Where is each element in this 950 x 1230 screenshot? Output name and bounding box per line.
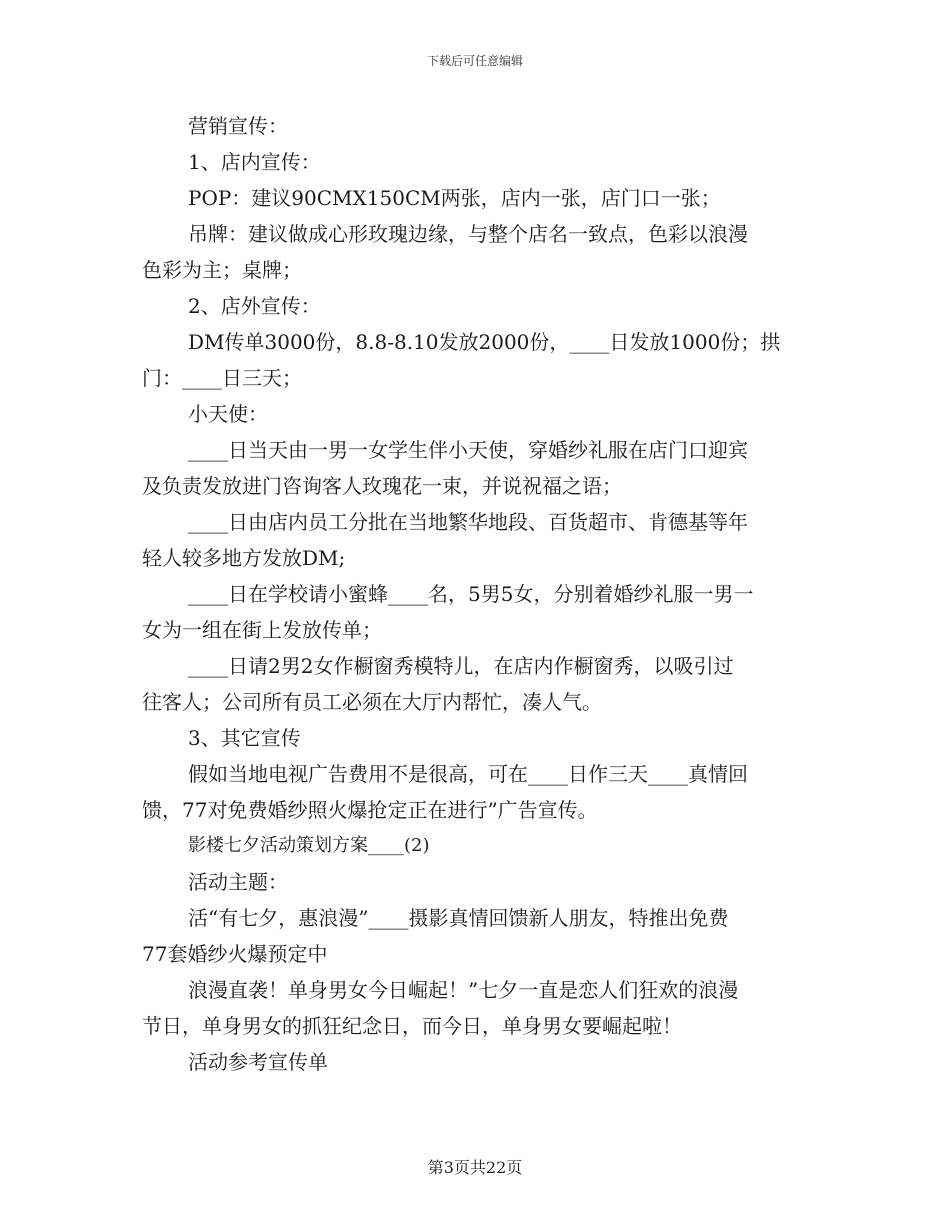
paragraph-line: 小天使： [188,402,268,426]
paragraph-line: ____日当天由一男一女学生伴小天使，穿婚纱礼服在店门口迎宾 [188,438,748,462]
paragraph-line: 色彩为主；桌牌； [142,258,302,282]
document-body [142,108,802,1080]
paragraph-line: DM传单3000份，8.8-8.10发放2000份，____日发放1000份；拱 [188,330,781,354]
paragraph-line: ____日请2男2女作橱窗秀模特儿，在店内作橱窗秀，以吸引过 [188,654,734,678]
paragraph-line: ____日在学校请小蜜蜂____名，5男5女，分别着婚纱礼服一男一 [188,582,754,606]
paragraph-line: POP：建议90CMX150CM两张，店内一张，店门口一张； [188,186,721,210]
section-heading-marketing: 营销宣传： [188,114,288,138]
paragraph-line: 假如当地电视广告费用不是很高，可在____日作三天____真情回 [188,762,748,786]
paragraph-line: 馈，77对免费婚纱照火爆抢定正在进行”广告宣传。 [142,798,598,822]
subheading-instore: 1、店内宣传： [188,150,321,174]
subheading-other: 3、其它宣传 [188,726,301,750]
paragraph-line: 女为一组在街上发放传单； [142,618,382,642]
paragraph-line: 门：____日三天； [142,366,302,390]
paragraph-line: 轻人较多地方发放DM; [142,546,346,570]
subheading-theme: 活动主题： [188,870,288,894]
paragraph-line: 节日，单身男女的抓狂纪念日，而今日，单身男女要崛起啦！ [142,1014,682,1038]
page-header: 下载后可任意编辑 [426,54,523,68]
section-title-plan: 影楼七夕活动策划方案____(2) [188,835,430,856]
paragraph-line: 浪漫直袭！单身男女今日崛起！”七夕一直是恋人们狂欢的浪漫 [188,978,739,1002]
paragraph-line: ____日由店内员工分批在当地繁华地段、百货超市、肯德基等年 [188,510,748,534]
paragraph-line: 活“有七夕，惠浪漫”____摄影真情回馈新人朋友，特推出免费 [188,906,729,930]
paragraph-line: 往客人；公司所有员工必须在大厅内帮忙，凑人气。 [142,690,602,714]
paragraph-line: 及负责发放进门咨询客人玫瑰花一束，并说祝福之语； [142,474,622,498]
paragraph-line: 77套婚纱火爆预定中 [142,942,328,966]
paragraph-line: 吊牌：建议做成心形玫瑰边缘，与整个店名一致点，色彩以浪漫 [188,222,748,246]
subheading-outstore: 2、店外宣传： [188,294,321,318]
page-footer: 第3页共22页 [427,1158,523,1177]
paragraph-line: 活动参考宣传单 [188,1050,328,1074]
